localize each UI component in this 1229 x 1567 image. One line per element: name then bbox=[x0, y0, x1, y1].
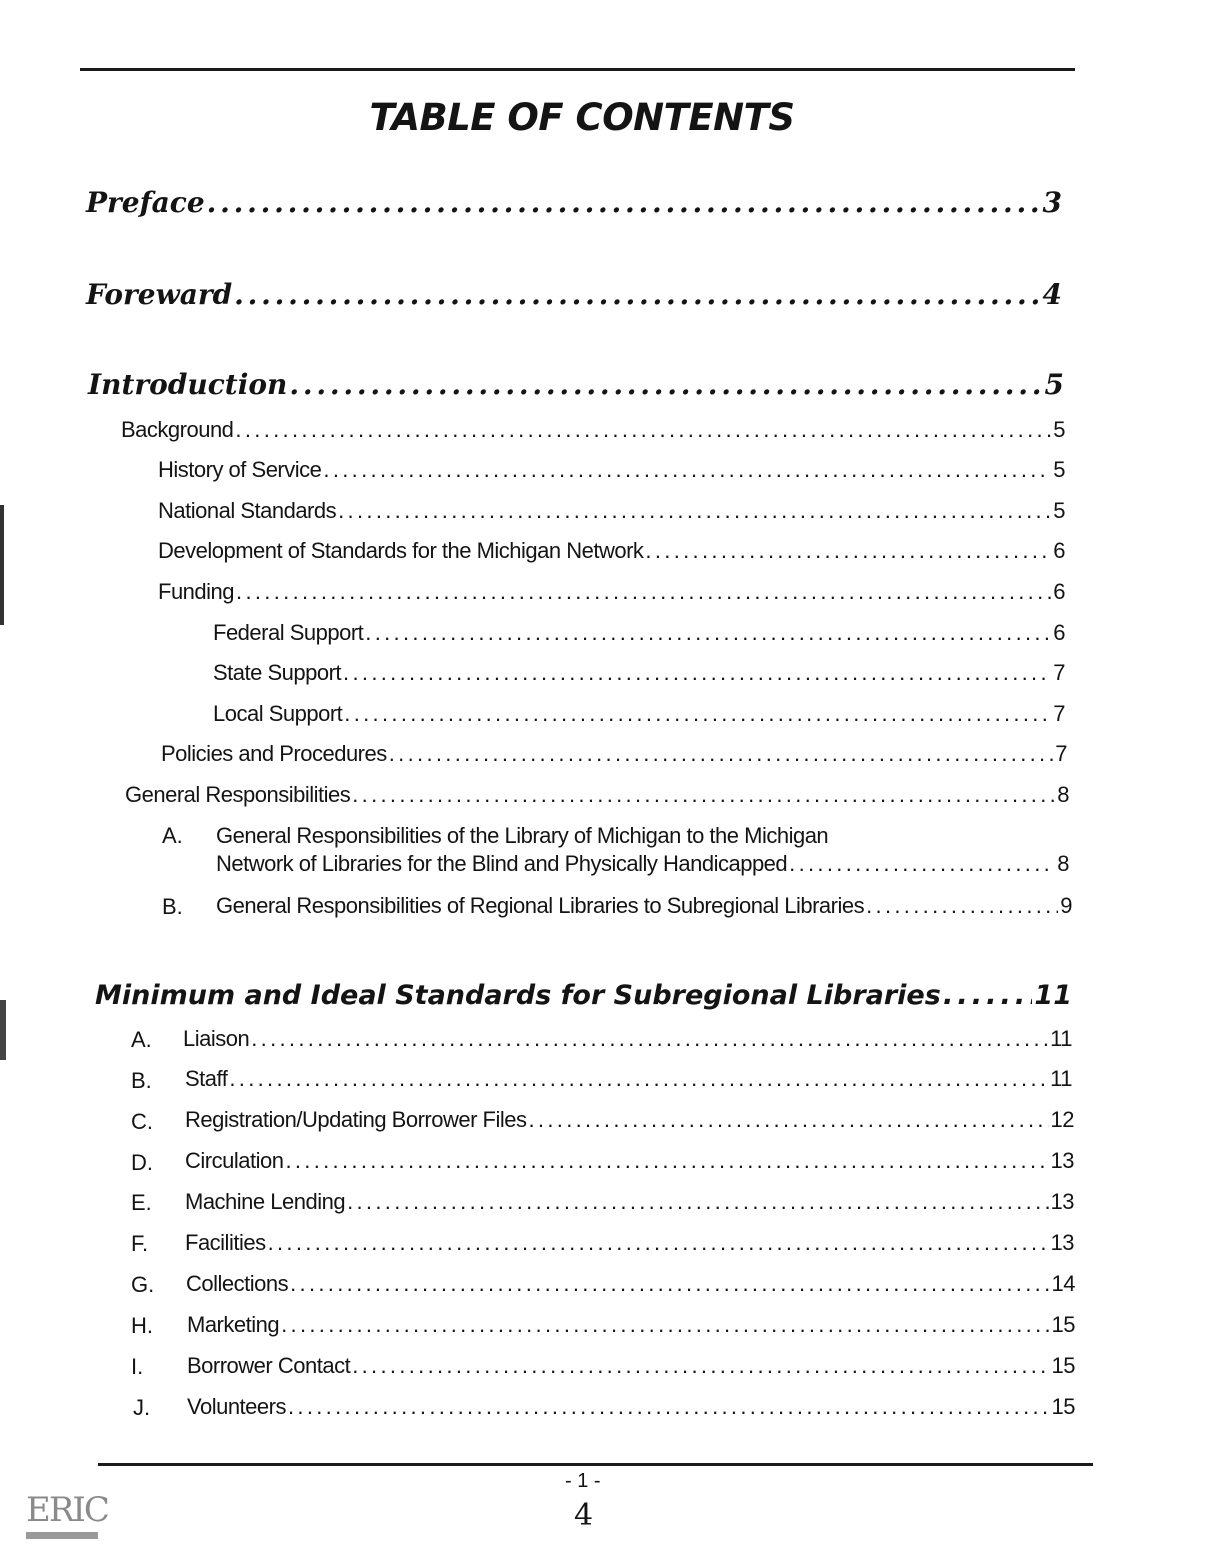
item-letter: G. bbox=[131, 1272, 155, 1297]
toc-entry-label: General Responsibilities bbox=[125, 782, 351, 807]
item-letter: C. bbox=[131, 1109, 153, 1134]
dot-leader bbox=[352, 782, 1055, 808]
toc-entry-registration[interactable] bbox=[185, 1107, 1074, 1133]
eric-logo bbox=[26, 1490, 108, 1558]
toc-entry-label: Federal Support bbox=[213, 620, 364, 645]
toc-entry-label: Staff bbox=[185, 1066, 228, 1091]
toc-entry-label: Collections bbox=[186, 1271, 289, 1296]
toc-entry-label: National Standards bbox=[158, 498, 337, 523]
toc-entry-label: Machine Lending bbox=[185, 1189, 346, 1214]
page-title: TABLE OF CONTENTS bbox=[369, 96, 795, 139]
toc-entry-label: Introduction bbox=[88, 368, 288, 401]
eric-logo-text: ERIC bbox=[26, 1490, 108, 1530]
toc-entry-page: 6 bbox=[1053, 538, 1065, 563]
toc-entry-borrower-contact[interactable] bbox=[187, 1353, 1075, 1379]
toc-entry-introduction[interactable] bbox=[88, 368, 1064, 401]
toc-entry-page: 13 bbox=[1050, 1189, 1074, 1214]
dot-leader bbox=[789, 851, 1055, 877]
toc-entry-label: Preface bbox=[86, 186, 205, 219]
toc-entry-page: 14 bbox=[1051, 1271, 1075, 1296]
toc-entry-label: Policies and Procedures bbox=[161, 741, 387, 766]
dot-leader bbox=[281, 1312, 1049, 1338]
toc-entry-label: General Responsibilities of Regional Libraries to Subregional Libraries bbox=[216, 893, 865, 918]
toc-entry-preface[interactable] bbox=[86, 186, 1062, 219]
toc-entry-development-of-standards[interactable] bbox=[158, 538, 1065, 564]
toc-entry-responsibilities-regional-libraries[interactable] bbox=[216, 893, 1072, 919]
dot-leader bbox=[365, 620, 1051, 646]
toc-entry-machine-lending[interactable] bbox=[185, 1189, 1074, 1215]
toc-entry-history-of-service[interactable] bbox=[158, 457, 1065, 483]
toc-entry-general-responsibilities[interactable] bbox=[125, 782, 1069, 808]
dot-leader bbox=[338, 498, 1051, 524]
dot-leader bbox=[529, 1107, 1049, 1133]
toc-entry-foreward[interactable] bbox=[86, 278, 1062, 311]
toc-entry-page: 8 bbox=[1057, 782, 1069, 807]
page-number-label: - 1 - bbox=[565, 1470, 601, 1492]
toc-entry-staff[interactable] bbox=[185, 1066, 1072, 1092]
dot-leader bbox=[236, 579, 1051, 605]
toc-entry-circulation[interactable] bbox=[185, 1148, 1074, 1174]
toc-entry-page: 11 bbox=[1050, 1066, 1072, 1091]
toc-entry-page: 5 bbox=[1053, 498, 1065, 523]
toc-entry-page: 11 bbox=[1050, 1026, 1072, 1051]
toc-entry-label: Local Support bbox=[213, 701, 343, 726]
toc-entry-label: Liaison bbox=[183, 1026, 250, 1051]
scan-edge-mark bbox=[0, 1000, 6, 1060]
item-letter: B. bbox=[162, 894, 183, 919]
toc-entry-national-standards[interactable] bbox=[158, 498, 1065, 524]
toc-entry-marketing[interactable] bbox=[187, 1312, 1075, 1338]
toc-entry-label: Facilities bbox=[185, 1230, 266, 1255]
toc-entry-label: Foreward bbox=[86, 278, 233, 311]
item-letter: E. bbox=[131, 1190, 152, 1215]
toc-entry-page: 7 bbox=[1055, 741, 1067, 766]
dot-leader bbox=[268, 1230, 1049, 1256]
toc-entry-page: 4 bbox=[1042, 278, 1062, 311]
toc-entry-label: History of Service bbox=[158, 457, 322, 482]
toc-entry-label: State Support bbox=[213, 660, 342, 685]
toc-entry-volunteers[interactable] bbox=[187, 1394, 1075, 1420]
toc-entry-background[interactable] bbox=[121, 417, 1065, 443]
toc-entry-page: 12 bbox=[1050, 1107, 1074, 1132]
toc-entry-funding[interactable] bbox=[158, 579, 1065, 605]
toc-entry-page: 5 bbox=[1053, 457, 1065, 482]
item-letter: A. bbox=[131, 1027, 152, 1052]
toc-entry-label: Network of Libraries for the Blind and Physically Handicapped bbox=[216, 851, 788, 876]
toc-entry-label: Borrower Contact bbox=[187, 1353, 351, 1378]
dot-leader bbox=[234, 278, 1040, 311]
dot-leader bbox=[288, 1394, 1050, 1420]
toc-entry-label: Marketing bbox=[187, 1312, 280, 1337]
toc-entry-label: Registration/Updating Borrower Files bbox=[185, 1107, 527, 1132]
toc-entry-federal-support[interactable] bbox=[213, 620, 1065, 646]
dot-leader bbox=[343, 660, 1051, 686]
toc-entry-label-line1: General Responsibilities of the Library of Michigan to the Michigan bbox=[216, 823, 829, 848]
toc-entry-label: Volunteers bbox=[187, 1394, 286, 1419]
toc-entry-state-support[interactable] bbox=[213, 660, 1065, 686]
dot-leader bbox=[352, 1353, 1049, 1379]
toc-entry-local-support[interactable] bbox=[213, 701, 1065, 727]
dot-leader bbox=[235, 417, 1051, 443]
page-number: 4 bbox=[574, 1498, 594, 1533]
toc-entry-page: 6 bbox=[1053, 579, 1065, 604]
item-letter: A. bbox=[162, 823, 183, 848]
dot-leader bbox=[207, 186, 1041, 219]
item-letter: F. bbox=[131, 1231, 149, 1256]
toc-entry-page: 7 bbox=[1053, 660, 1065, 685]
toc-entry-liaison[interactable] bbox=[183, 1026, 1072, 1052]
toc-entry-page: 15 bbox=[1051, 1312, 1075, 1337]
toc-entry-facilities[interactable] bbox=[185, 1230, 1074, 1256]
toc-entry-page: 5 bbox=[1044, 368, 1064, 401]
toc-entry-label: Circulation bbox=[185, 1148, 284, 1173]
item-letter: H. bbox=[131, 1313, 153, 1338]
top-rule bbox=[80, 68, 1075, 71]
toc-entry-collections[interactable] bbox=[186, 1271, 1075, 1297]
toc-entry-label: Development of Standards for the Michigan Network bbox=[158, 538, 644, 563]
bottom-rule bbox=[98, 1463, 1093, 1466]
toc-entry-label: Minimum and Ideal Standards for Subregional Libraries bbox=[95, 980, 941, 1011]
item-letter: I. bbox=[131, 1354, 144, 1379]
dot-leader bbox=[389, 741, 1054, 767]
dot-leader bbox=[323, 457, 1051, 483]
toc-entry-page: 5 bbox=[1053, 417, 1065, 442]
scan-edge-mark bbox=[0, 505, 4, 625]
toc-entry-page: 13 bbox=[1050, 1148, 1074, 1173]
dot-leader bbox=[344, 701, 1051, 727]
dot-leader bbox=[866, 893, 1058, 919]
toc-entry-responsibilities-library-of-michigan[interactable] bbox=[216, 851, 1069, 877]
eric-logo-bar bbox=[26, 1532, 98, 1539]
toc-entry-label: Background bbox=[121, 417, 234, 442]
item-letter: J. bbox=[133, 1395, 151, 1420]
dot-leader bbox=[229, 1066, 1048, 1092]
toc-entry-page: 15 bbox=[1051, 1353, 1075, 1378]
dot-leader bbox=[943, 978, 1033, 1011]
toc-entry-label: Funding bbox=[158, 579, 235, 604]
dot-leader bbox=[251, 1026, 1048, 1052]
dot-leader bbox=[347, 1189, 1048, 1215]
toc-entry-page: 6 bbox=[1053, 620, 1065, 645]
dot-leader bbox=[289, 368, 1042, 401]
toc-entry-page: 7 bbox=[1053, 701, 1065, 726]
toc-entry-minimum-and-ideal-standards[interactable] bbox=[95, 978, 1072, 1011]
toc-entry-page: 9 bbox=[1060, 893, 1072, 918]
item-letter: D. bbox=[131, 1150, 153, 1175]
toc-entry-page: 11 bbox=[1034, 980, 1072, 1011]
toc-entry-policies-and-procedures[interactable] bbox=[161, 741, 1067, 767]
toc-entry-page: 8 bbox=[1057, 851, 1069, 876]
toc-entry-page: 13 bbox=[1050, 1230, 1074, 1255]
toc-entry-page: 3 bbox=[1042, 186, 1062, 219]
dot-leader bbox=[645, 538, 1051, 564]
dot-leader bbox=[290, 1271, 1049, 1297]
toc-entry-page: 15 bbox=[1051, 1394, 1075, 1419]
dot-leader bbox=[285, 1148, 1048, 1174]
item-letter: B. bbox=[131, 1068, 152, 1093]
